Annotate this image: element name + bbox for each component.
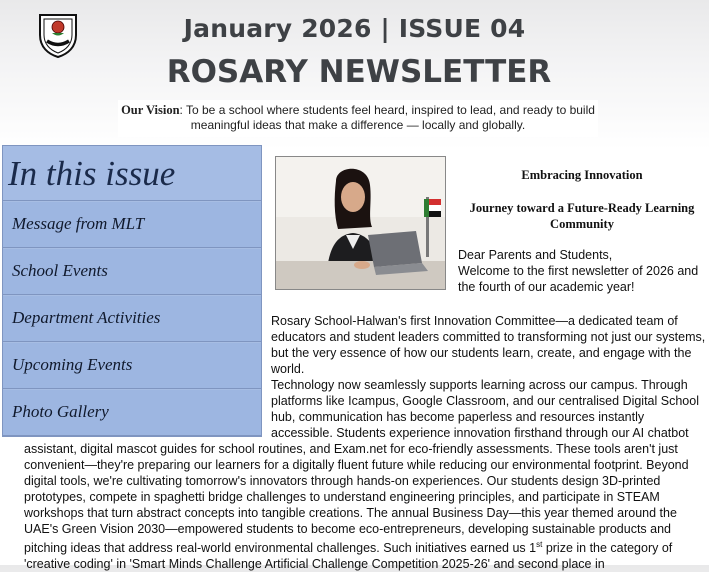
toc-item-message-from-mlt[interactable]: Message from MLT: [3, 202, 261, 248]
issue-line: January 2026 | ISSUE 04: [183, 14, 526, 43]
principal-photo: [275, 156, 446, 290]
paragraph-2-text: assistant, digital mascot guides for school routines, and Exam.net for eco-friendly assessments. These tools aren't just convenient—they're preparing our learners for a digitally fluent future while reducing our environmental footprint. Beyond digital tools, we're cultivating tomorrow's innovators through hands-on experiences. Our students design 3D-printed prototypes, compete in spaghetti bridge challenges to understand engineering principles, and participate in STEAM workshops that turn abstract concepts into tangible creations. The annual Business Day—this year themed around the UAE's Green Vision 2030—empowered students to become eco-entrepreneurs, developing sustainable products and pitching ideas that address real-world environmental challenges. Such initiatives earned us 1: [24, 442, 689, 556]
toc-item-photo-gallery[interactable]: Photo Gallery: [3, 390, 261, 436]
article-paragraph-2-start: Technology now seamlessly supports learning across our campus. Through platforms like Icampus, Google Classroom, and our centralised Digital School hub, communication has become paperless and resources instantly accessible. Students experience innovation firsthand through our AI chatbot: [271, 378, 699, 440]
vision-label: Our Vision: [121, 103, 180, 117]
newsletter-title: ROSARY NEWSLETTER: [166, 54, 552, 90]
toc-item-school-events[interactable]: School Events: [3, 249, 261, 295]
article-subtitle: Journey toward a Future-Ready Learning Community: [469, 201, 695, 231]
table-of-contents: [2, 145, 262, 437]
article-paragraph-2-continued: [24, 441, 708, 572]
toc-heading: In this issue: [3, 146, 261, 201]
paragraph-2-text-end: prize in the category of 'creative coding' in 'Smart Minds Challenge Artificial Challenge Competition 2025-26' and second place in: [24, 541, 673, 572]
vision-statement: [118, 100, 598, 137]
greeting-line-2: Welcome to the first newsletter of 2026 and the fourth of our academic year!: [458, 264, 699, 294]
vision-text: : To be a school where students feel heard, inspired to lead, and ready to build meaningful ideas that make a difference — locally and globally.: [179, 103, 595, 132]
toc-item-upcoming-events[interactable]: Upcoming Events: [3, 343, 261, 389]
article-title: Embracing Innovation: [521, 168, 643, 182]
article-paragraph-1: Rosary School-Halwan's first Innovation Committee—a dedicated team of educators and student leaders committed to transforming not just our systems, but the very essence of how our students learn, create, and engage with the world.: [271, 314, 706, 376]
ordinal-suffix: st: [536, 540, 543, 549]
toc-item-department-activities[interactable]: Department Activities: [3, 296, 261, 342]
greeting-line-1: Dear Parents and Students,: [458, 248, 613, 262]
article-greeting: [458, 247, 708, 295]
